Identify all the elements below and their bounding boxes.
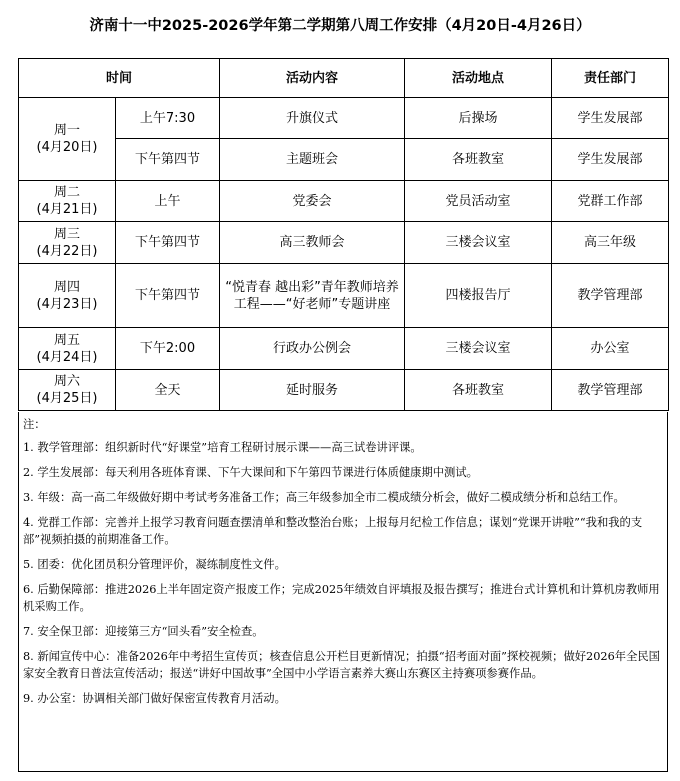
note-item: 4. 党群工作部：完善并上报学习教育问题查摆清单和整改整治台账；上报每月纪检工作信息；谋划“党课开讲啦”“我和我的支部”视频拍摄的前期准备工作。 [23, 516, 643, 546]
header-location: 活动地点 [405, 59, 552, 98]
schedule-table [18, 58, 669, 411]
content-cell: 升旗仪式 [220, 98, 405, 139]
content-cell: 高三教师会 [220, 222, 405, 264]
note-item: 2. 学生发展部：每天利用各班体育课、下午大课间和下午第四节课进行体质健康期中测试。 [23, 466, 478, 479]
content-cell: “悦青春 越出彩”青年教师培养工程——“好老师”专题讲座 [220, 264, 405, 328]
time-cell: 下午第四节 [116, 222, 220, 264]
dept-cell: 办公室 [552, 328, 669, 370]
table-header-row [19, 59, 669, 98]
dept-cell: 党群工作部 [552, 181, 669, 222]
time-cell: 下午2:00 [116, 328, 220, 370]
location-cell: 四楼报告厅 [405, 264, 552, 328]
location-cell: 党员活动室 [405, 181, 552, 222]
day-name: 周五 [53, 332, 80, 348]
time-cell: 上午 [116, 181, 220, 222]
dept-cell: 学生发展部 [552, 139, 669, 181]
table-row [19, 264, 669, 328]
content-cell: 党委会 [220, 181, 405, 222]
note-item: 1. 教学管理部：组织新时代“好课堂”培育工程研讨展示课——高三试卷讲评课。 [23, 441, 422, 454]
table-row [19, 328, 669, 370]
day-cell [19, 181, 116, 222]
day-name: 周一 [53, 123, 80, 138]
day-date: (4月23日) [36, 296, 98, 312]
day-name: 周三 [53, 226, 80, 242]
note-item: 7. 安全保卫部：迎接第三方“回头看”安全检查。 [23, 625, 264, 638]
table-row [19, 222, 669, 264]
page-title: 济南十一中2025-2026学年第二学期第八周工作安排（4月20日-4月26日） [89, 18, 591, 34]
time-cell: 上午7:30 [116, 98, 220, 139]
note-item: 9. 办公室：协调相关部门做好保密宣传教育月活动。 [23, 692, 286, 705]
day-cell [19, 222, 116, 264]
dept-cell: 教学管理部 [552, 264, 669, 328]
table-row [19, 370, 669, 411]
content-cell: 延时服务 [220, 370, 405, 411]
note-item: 5. 团委：优化团员积分管理评价，凝练制度性文件。 [23, 558, 286, 571]
header-dept: 责任部门 [552, 59, 669, 98]
location-cell: 后操场 [405, 98, 552, 139]
day-name: 周二 [53, 185, 80, 200]
content-cell: 主题班会 [220, 139, 405, 181]
day-date: (4月24日) [36, 349, 98, 365]
day-cell [19, 98, 116, 181]
day-name: 周六 [53, 374, 80, 389]
table-row [19, 139, 669, 181]
day-date: (4月22日) [36, 243, 98, 259]
day-date: (4月21日) [36, 202, 98, 217]
day-cell [19, 370, 116, 411]
time-cell: 下午第四节 [116, 264, 220, 328]
header-time: 时间 [19, 59, 220, 98]
content-cell: 行政办公例会 [220, 328, 405, 370]
day-cell [19, 264, 116, 328]
note-item: 6. 后勤保障部：推进2026上半年固定资产报废工作；完成2025年绩效自评填报及报告撰写；推进台式计算机和计算机房教师用机采购工作。 [23, 583, 660, 613]
notes-label: 注： [23, 418, 46, 431]
day-date: (4月20日) [36, 140, 98, 155]
location-cell: 各班教室 [405, 370, 552, 411]
header-content: 活动内容 [220, 59, 405, 98]
day-cell [19, 328, 116, 370]
table-row [19, 98, 669, 139]
notes-section [18, 412, 668, 772]
dept-cell: 高三年级 [552, 222, 669, 264]
time-cell: 下午第四节 [116, 139, 220, 181]
day-name: 周四 [53, 279, 80, 295]
note-item: 8. 新闻宣传中心：准备2026年中考招生宣传页；核查信息公开栏目更新情况；拍摄“招考面对面”探校视频；做好2026年全民国家安全教育日普法宣传活动；报送“讲好中国故事”全国中小学语言素养大赛山东赛区主持赛项参赛作品。 [23, 650, 660, 680]
location-cell: 各班教室 [405, 139, 552, 181]
day-date: (4月25日) [36, 391, 98, 406]
dept-cell: 学生发展部 [552, 98, 669, 139]
location-cell: 三楼会议室 [405, 222, 552, 264]
table-row [19, 181, 669, 222]
time-cell: 全天 [116, 370, 220, 411]
note-item: 3. 年级：高一高二年级做好期中考试考务准备工作；高三年级参加全市二模成绩分析会，做好二模成绩分析和总结工作。 [23, 491, 625, 504]
location-cell: 三楼会议室 [405, 328, 552, 370]
dept-cell: 教学管理部 [552, 370, 669, 411]
